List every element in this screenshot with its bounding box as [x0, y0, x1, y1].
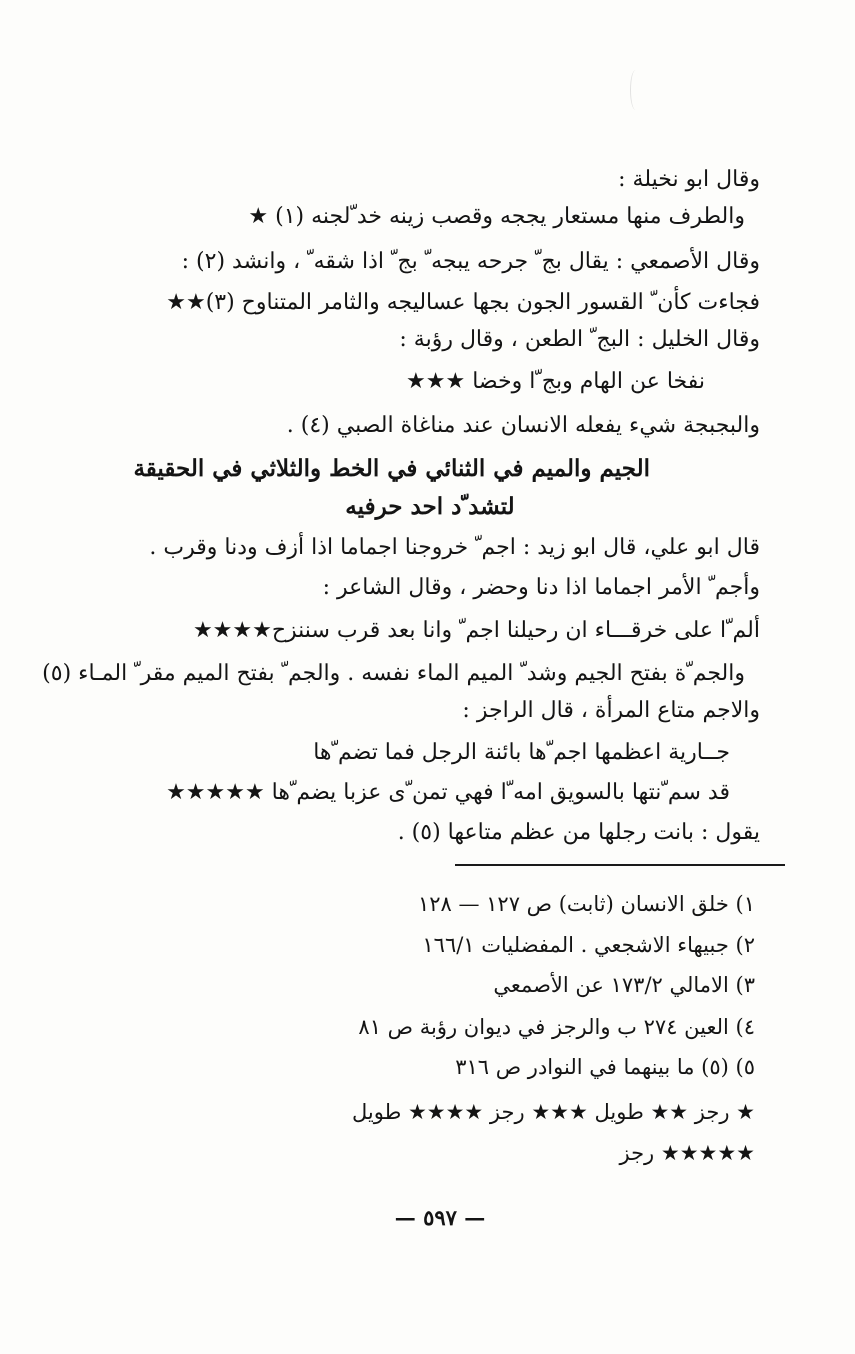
footnote: ٥) (٥) ما بينهما في النوادر ص ٣١٦ [455, 1055, 755, 1079]
text-line: يقول : بانت رجلها من عظم متاعها (٥) . [397, 820, 760, 845]
text-line: والبجبجة شيء يفعله الانسان عند مناغاة الصبي (٤) . [286, 413, 760, 438]
footnote: ٢) جبيهاء الاشجعي . المفضليات ١٦٦/١ [422, 933, 755, 957]
verse-line: نفخا عن الهام وبج ّا وخضا ★★★ [406, 369, 705, 394]
verse-line: ألم ّا على خرقـــاء ان رحيلنا اجم ّ وانا بعد قرب سننزح★★★★ [192, 618, 760, 643]
footnote: ٤) العين ٢٧٤ ب والرجز في ديوان رؤبة ص ٨١ [358, 1015, 755, 1039]
text-line: وأجم ّ الأمر اجماما اذا دنا وحضر ، وقال الشاعر : [322, 575, 760, 600]
verse-line: جــارية اعظمها اجم ّها بائنة الرجل فما تضم ّها [313, 740, 730, 765]
verse-line: قد سم ّنتها بالسويق امه ّا فهي تمن ّى عزبا يضم ّها ★★★★★ [166, 780, 730, 805]
footnote: ٣) الامالي ١٧٣/٢ عن الأصمعي [493, 973, 755, 997]
text-line: وقال ابو نخيلة : [618, 167, 760, 192]
text-line: والجم ّة بفتح الجيم وشد ّ الميم الماء نفسه . والجم ّ بفتح الميم مقر ّ المـاء (٥) [42, 661, 745, 686]
scan-mark [630, 70, 641, 110]
text-line: والاجم متاع المرأة ، قال الراجز : [462, 698, 760, 723]
page-number: — ٥٩٧ — [394, 1205, 486, 1230]
meter-legend: ★ رجز ★★ طويل ★★★ رجز ★★★★ طويل [351, 1100, 755, 1124]
section-subheading: لتشد ّد احد حرفيه [345, 493, 515, 520]
text-line: وقال الأصمعي : يقال بج ّ جرحه يبجه ّ بج ّ اذا شقه ّ ، وانشد (٢) : [181, 249, 760, 274]
section-heading: الجيم والميم في الثنائي في الخط والثلاثي في الحقيقة [133, 455, 650, 482]
footnote-divider [455, 864, 785, 866]
footnote: ١) خلق الانسان (ثابت) ص ١٢٧ — ١٢٨ [417, 892, 755, 916]
meter-legend: ★★★★★ رجز [619, 1141, 755, 1165]
text-line: وقال الخليل : البج ّ الطعن ، وقال رؤبة : [399, 327, 760, 352]
verse-line: والطرف منها مستعار يججه وقصب زينه خد ّلجنه (١) ★ [248, 204, 745, 229]
verse-line: فجاءت كأن ّ القسور الجون بجها عساليجه والثامر المتناوح (٣)★★ [166, 290, 760, 315]
text-line: قال ابو علي، قال ابو زيد : اجم ّ خروجنا اجماما اذا أزف ودنا وقرب . [149, 535, 760, 560]
